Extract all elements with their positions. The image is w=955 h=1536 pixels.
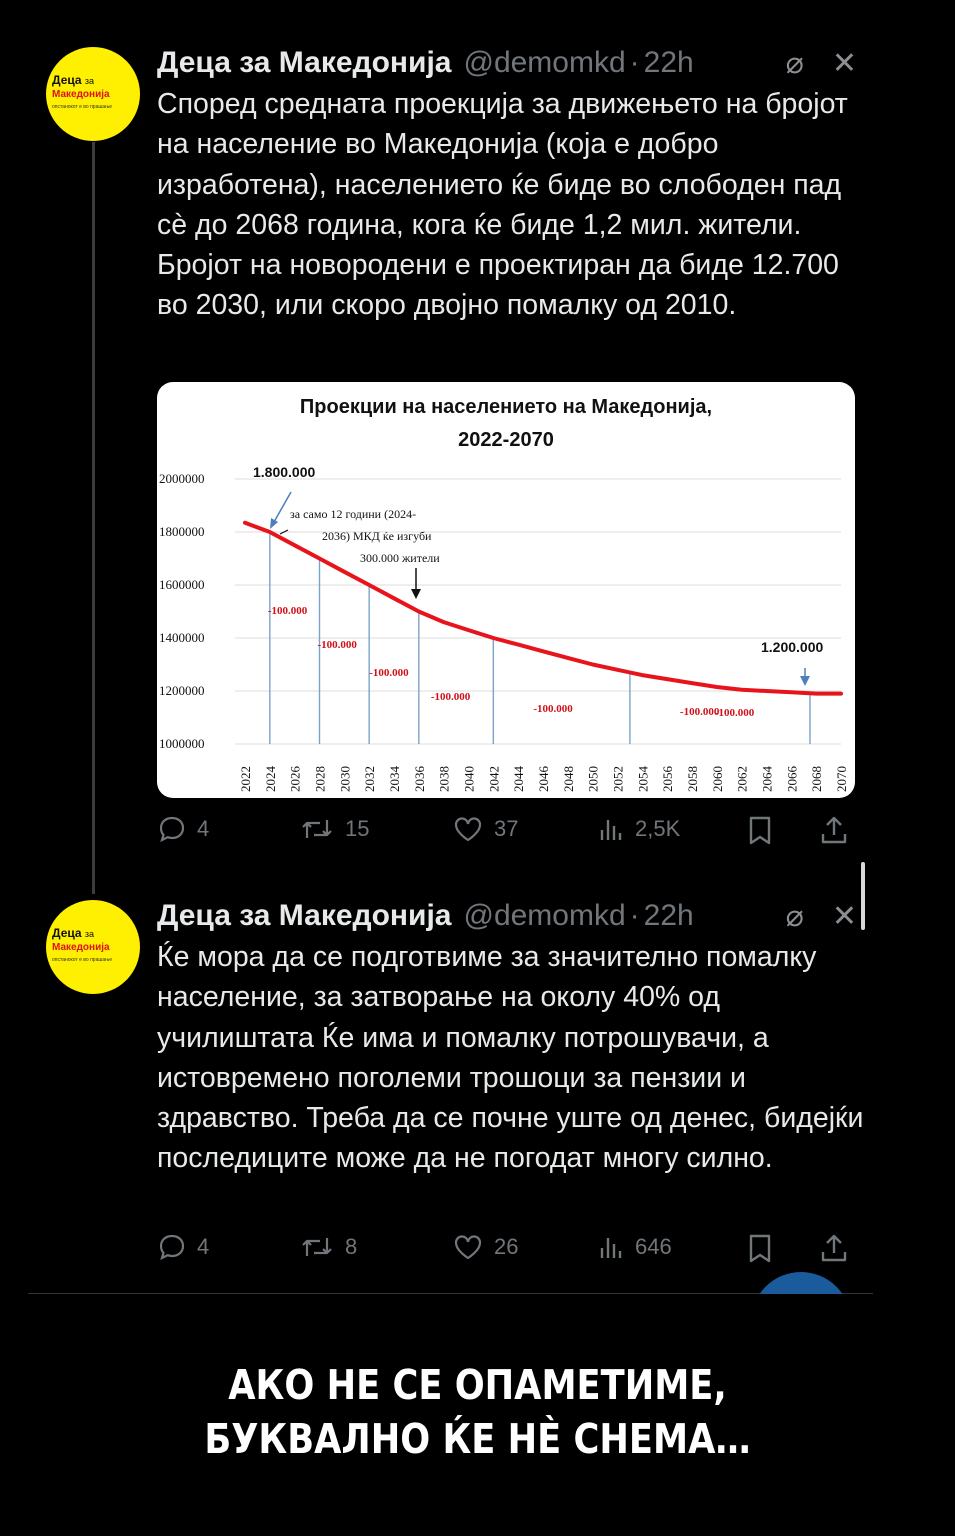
note-arrowhead [411, 589, 421, 599]
compose-button[interactable] [751, 1272, 851, 1372]
timestamp[interactable]: 22h [643, 899, 694, 932]
x-tick-label: 2022 [238, 766, 253, 792]
population-chart [157, 382, 855, 798]
share-icon [819, 814, 849, 846]
chart-title: Проекции на населението на Македонија, [299, 396, 713, 418]
x-tick-label: 2050 [585, 766, 601, 792]
x-tick-label: 2040 [461, 766, 477, 792]
retweet-count: 15 [345, 816, 370, 841]
x-tick-label: 2036 [411, 766, 427, 792]
author-name[interactable]: Деца за Македонија [157, 46, 452, 79]
like-button[interactable] [452, 814, 518, 844]
reply-icon [157, 1232, 187, 1262]
retweet-count: 8 [345, 1234, 358, 1259]
close-icon[interactable]: ✕ [831, 47, 857, 80]
share-icon [819, 1232, 849, 1264]
x-tick-label: 2042 [486, 766, 502, 792]
scrollbar[interactable] [861, 862, 865, 930]
x-tick-label: 2070 [834, 766, 849, 792]
x-tick-label: 2028 [312, 766, 328, 792]
like-count: 26 [494, 1234, 519, 1259]
tweet-actions [157, 814, 857, 854]
avatar-text-line1: Деца [52, 926, 82, 940]
x-tick-label: 2052 [610, 766, 626, 792]
views-button[interactable] [597, 814, 680, 844]
share-button[interactable] [819, 814, 849, 846]
tweet-actions [157, 1232, 857, 1272]
end-arrowhead [800, 676, 810, 686]
x-tick-label: 2030 [337, 766, 353, 792]
views-icon [597, 1232, 625, 1262]
start-arrowhead [270, 518, 278, 529]
avatar-text-line3: опстанокот е во прашање [52, 957, 112, 963]
avatar-text-line2: Македонија [52, 942, 110, 953]
reply-icon [157, 814, 187, 844]
retweet-button[interactable] [299, 814, 369, 844]
x-tick-label: 2024 [262, 766, 278, 792]
avatar-text-line1b: за [84, 76, 95, 86]
tweet-text: Според средната проекција за движењето на бројот на население во Македонија (која е добро изработена), населението ќе биде во слободен пад сѐ до 2068 година, кога ќе биде 1,2 мил. жители. Бројот на новородени е проектиран да биде 12.700 во 2030, или скоро двојно помалку од 2010. [157, 88, 848, 322]
share-button[interactable] [819, 1232, 849, 1264]
avatar-text-line3: опстанокот е во прашање [52, 104, 112, 110]
caption-line-1: АКО НЕ СЕ ОПАМЕТИМЕ, [228, 1361, 727, 1409]
bookmark-icon [746, 1232, 774, 1264]
retweet-icon [299, 1232, 335, 1262]
author-handle[interactable]: @demomkd [463, 46, 626, 79]
reply-count: 4 [197, 816, 210, 841]
views-button[interactable] [597, 1232, 672, 1262]
drop-label: -100.000 [679, 706, 720, 718]
caption-line-2: БУКВАЛНО ЌЕ НЀ СНЕМА… [204, 1415, 751, 1463]
drop-label: -100.000 [430, 691, 471, 703]
separator-dot: · [629, 46, 640, 79]
divider [28, 1293, 873, 1294]
avatar[interactable] [46, 900, 140, 994]
end-value-label: 1.200.000 [761, 639, 824, 655]
drop-label: -100.000 [267, 605, 308, 617]
author-name[interactable]: Деца за Македонија [157, 899, 452, 932]
heart-icon [452, 1232, 484, 1262]
separator-dot: · [629, 899, 640, 932]
drop-label: -100.000 [533, 703, 573, 715]
avatar-text-line1b: за [84, 929, 95, 939]
x-tick-label: 2038 [436, 766, 452, 792]
y-tick-label: 1600000 [159, 577, 205, 592]
thread-connector-line [92, 142, 95, 894]
views-count: 646 [635, 1234, 672, 1259]
y-tick-label: 1400000 [159, 630, 205, 645]
hide-icon[interactable]: ⌀ [785, 900, 804, 933]
hide-icon[interactable]: ⌀ [785, 47, 804, 80]
x-tick-label: 2062 [734, 766, 750, 792]
x-tick-label: 2068 [809, 766, 825, 792]
x-tick-label: 2064 [759, 766, 775, 792]
x-tick-label: 2032 [362, 766, 378, 792]
drop-label: -100.000 [369, 667, 409, 679]
heart-icon [452, 814, 484, 844]
x-tick-label: 2026 [287, 766, 303, 792]
x-tick-label: 2044 [511, 766, 527, 792]
reply-button[interactable] [157, 814, 209, 844]
population-line [245, 523, 841, 694]
y-tick-label: 1200000 [159, 683, 205, 698]
x-tick-label: 2056 [660, 766, 676, 792]
avatar[interactable] [46, 47, 140, 141]
bookmark-button[interactable] [746, 814, 774, 846]
like-button[interactable] [452, 1232, 518, 1262]
x-tick-label: 2046 [536, 766, 551, 792]
y-tick-label: 2000000 [159, 471, 205, 486]
note-line-3: 300.000 жители [360, 551, 440, 565]
author-handle[interactable]: @demomkd [463, 899, 626, 932]
bookmark-icon [746, 814, 774, 846]
views-icon [597, 814, 625, 844]
views-count: 2,5K [635, 816, 681, 841]
avatar-text-line1: Деца [52, 73, 82, 87]
tweet-text: Ќе мора да се подготвиме за значително помалку население, за затворање на околу 40% од училиштата Ќе има и помалку потрошувачи, а истовремено поголеми трошоци за пензии и здравство. Треба да се почне уште од денес, бидејќи последиците може да не погодат многу силно. [157, 941, 864, 1175]
tweet-header [157, 899, 857, 933]
reply-count: 4 [197, 1234, 210, 1259]
reply-button[interactable] [157, 1232, 209, 1262]
x-tick-label: 2054 [635, 766, 651, 792]
retweet-button[interactable] [299, 1232, 357, 1262]
y-tick-label: 1800000 [159, 524, 205, 539]
start-value-label: 1.800.000 [253, 464, 316, 480]
x-tick-label: 2060 [709, 766, 725, 792]
note-line-1: за само 12 години (2024- [290, 507, 417, 521]
chart-image[interactable] [157, 382, 855, 798]
x-tick-label: 2066 [784, 766, 800, 792]
tweet-1[interactable] [157, 46, 857, 326]
chart-title-years: 2022-2070 [458, 429, 554, 451]
timestamp[interactable]: 22h [643, 46, 694, 79]
like-count: 37 [494, 816, 519, 841]
y-tick-label: 1000000 [159, 736, 205, 751]
x-tick-label: 2048 [560, 766, 576, 792]
retweet-icon [299, 814, 335, 844]
caption-overlay [67, 1358, 888, 1466]
drop-label: -100.000 [317, 639, 357, 651]
tweet-header [157, 46, 857, 80]
start-arrow [274, 492, 291, 522]
drop-label: -100.000 [714, 707, 755, 719]
note-line-2: 2036) МКД ќе изгуби [322, 529, 432, 543]
x-tick-label: 2034 [387, 766, 402, 792]
bookmark-button[interactable] [746, 1232, 774, 1264]
close-icon[interactable]: ✕ [831, 900, 857, 933]
tweet-2[interactable] [157, 899, 864, 1179]
avatar-text-line2: Македонија [52, 89, 110, 100]
x-tick-label: 2058 [685, 766, 700, 792]
